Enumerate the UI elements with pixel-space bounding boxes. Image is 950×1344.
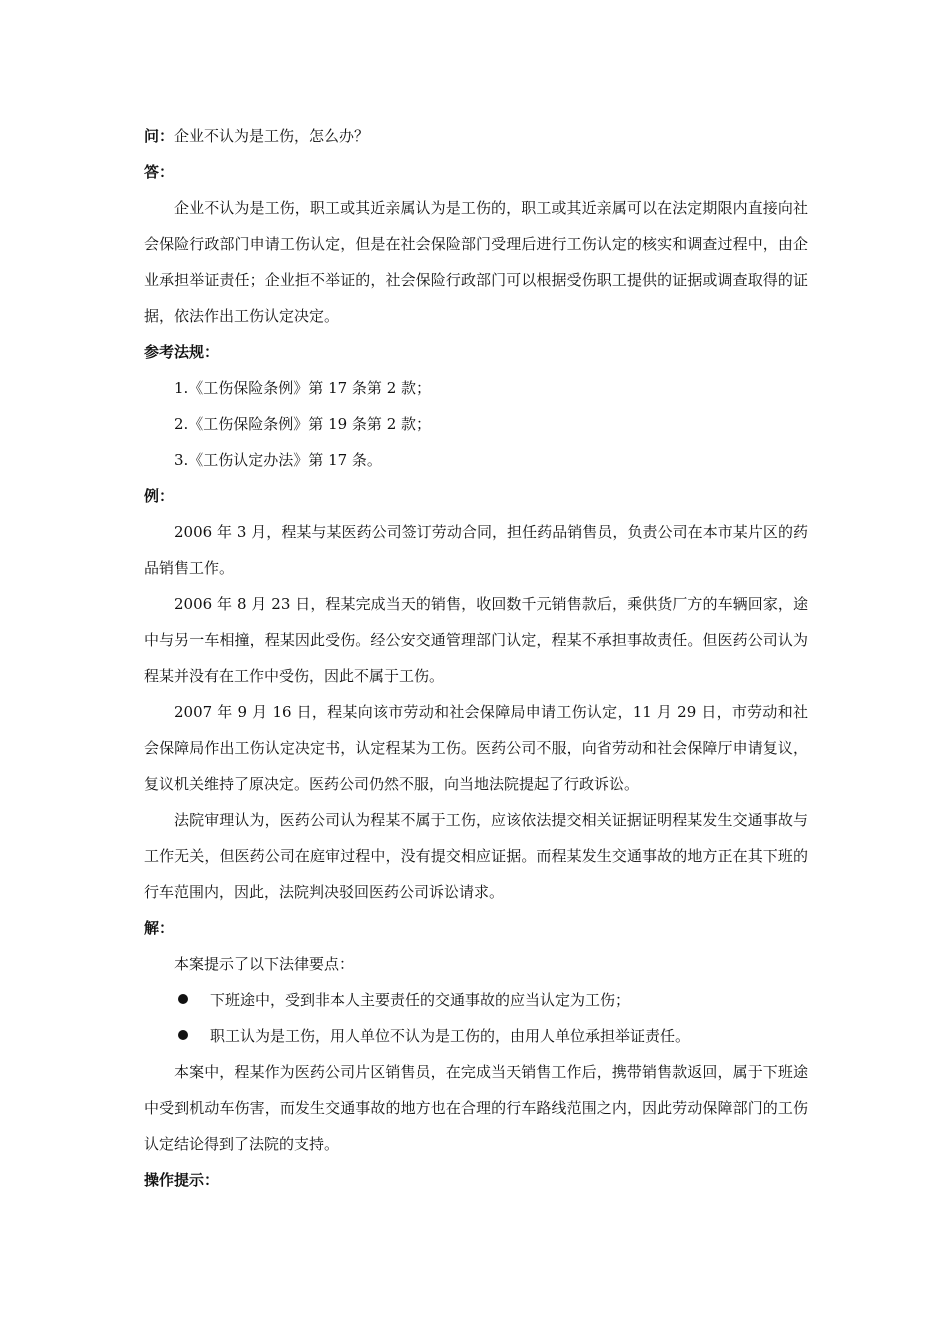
example-paragraph: 2006 年 3 月，程某与某医药公司签订劳动合同，担任药品销售员，负责公司在本市某片区的药品销售工作。 xyxy=(144,523,808,577)
regulation-item: 1.《工伤保险条例》第 17 条第 2 款； xyxy=(174,379,432,397)
document-page xyxy=(144,118,808,1198)
bullet-text: 职工认为是工伤，用人单位不认为是工伤的，由用人单位承担举证责任。 xyxy=(210,1027,691,1045)
answer-heading: 答： xyxy=(144,163,175,181)
question-text: 企业不认为是工伤，怎么办？ xyxy=(174,127,370,145)
question-label: 问： xyxy=(144,127,175,145)
example-paragraph: 2006 年 8 月 23 日，程某完成当天的销售，收回数千元销售款后，乘供货厂方的车辆回家，途中与另一车相撞，程某因此受伤。经公安交通管理部门认定，程某不承担事故责任。但医药公司认为程某并没有在工作中受伤，因此不属于工伤。 xyxy=(144,595,808,685)
bullet-item xyxy=(144,982,808,1018)
explanation-heading: 解： xyxy=(144,919,175,937)
example-heading: 例： xyxy=(144,487,175,505)
regulations-heading: 参考法规： xyxy=(144,343,220,361)
explanation-intro: 本案提示了以下法律要点： xyxy=(174,955,355,973)
tips-heading: 操作提示： xyxy=(144,1171,220,1189)
bullet-dot-icon xyxy=(178,994,188,1004)
regulation-item: 3.《工伤认定办法》第 17 条。 xyxy=(174,451,382,469)
question-line xyxy=(144,118,808,154)
example-paragraph: 法院审理认为，医药公司认为程某不属于工伤，应该依法提交相关证据证明程某发生交通事故与工作无关，但医药公司在庭审过程中，没有提交相应证据。而程某发生交通事故的地方正在其下班的行车范围内，因此，法院判决驳回医药公司诉讼请求。 xyxy=(144,811,808,901)
regulation-item: 2.《工伤保险条例》第 19 条第 2 款； xyxy=(174,415,432,433)
bullet-dot-icon xyxy=(178,1030,188,1040)
answer-paragraph: 企业不认为是工伤，职工或其近亲属认为是工伤的，职工或其近亲属可以在法定期限内直接向社会保险行政部门申请工伤认定，但是在社会保险部门受理后进行工伤认定的核实和调查过程中，由企业承担举证责任；企业拒不举证的，社会保险行政部门可以根据受伤职工提供的证据或调查取得的证据，依法作出工伤认定决定。 xyxy=(144,199,808,325)
bullet-text: 下班途中，受到非本人主要责任的交通事故的应当认定为工伤； xyxy=(210,991,631,1009)
example-paragraph: 2007 年 9 月 16 日，程某向该市劳动和社会保障局申请工伤认定，11 月 29 日，市劳动和社会保障局作出工伤认定决定书，认定程某为工伤。医药公司不服，向省劳动和社会保障厅申请复议，复议机关维持了原决定。医药公司仍然不服，向当地法院提起了行政诉讼。 xyxy=(144,703,808,793)
bullet-item xyxy=(144,1018,808,1054)
explanation-paragraph: 本案中，程某作为医药公司片区销售员，在完成当天销售工作后，携带销售款返回，属于下班途中受到机动车伤害，而发生交通事故的地方也在合理的行车路线范围之内，因此劳动保障部门的工伤认定结论得到了法院的支持。 xyxy=(144,1063,808,1153)
